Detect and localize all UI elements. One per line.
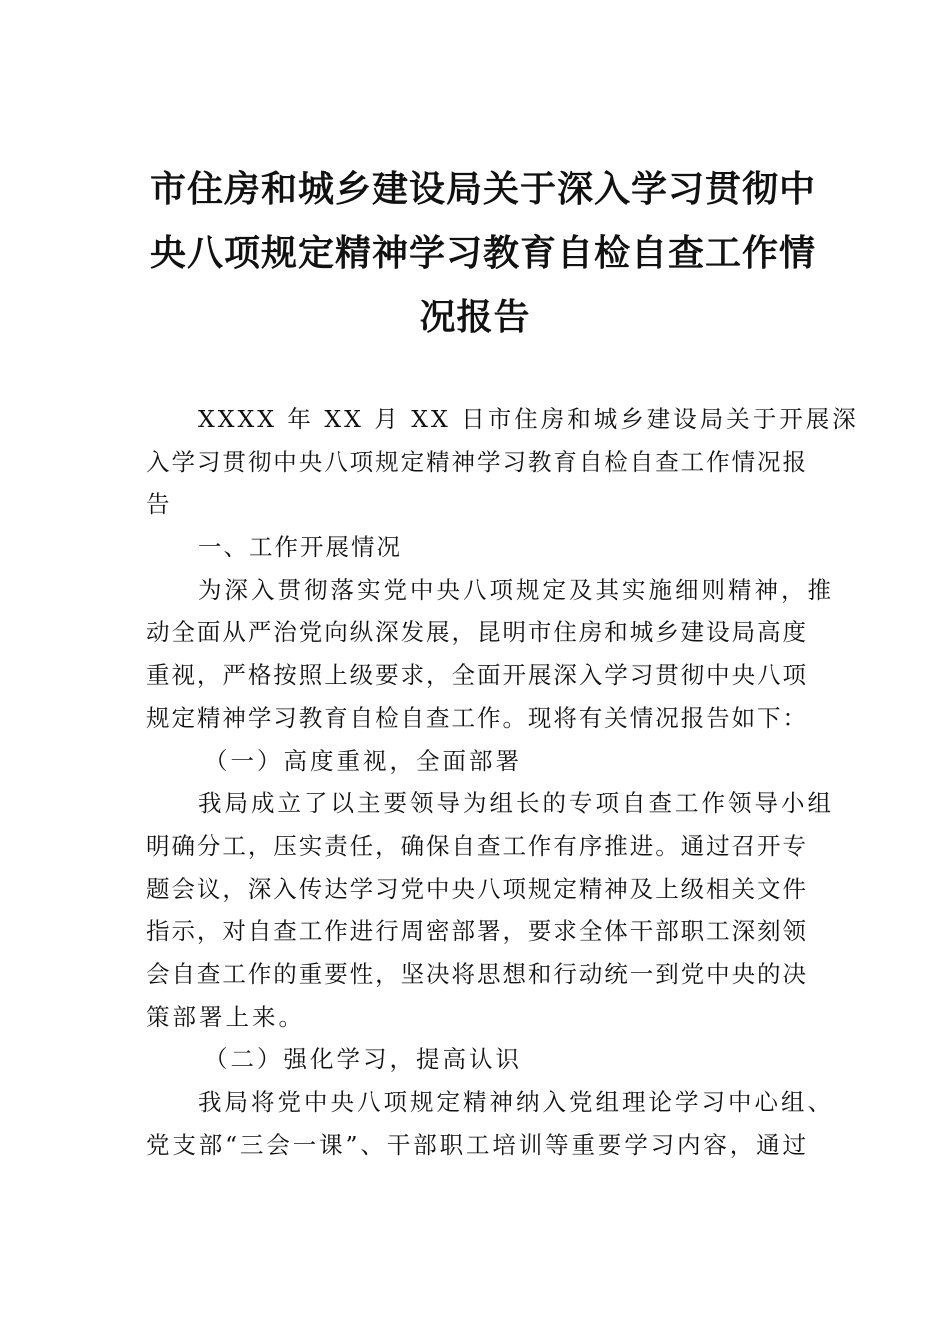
section-heading: 一、工作开展情况	[198, 533, 402, 562]
subsection-heading: （一）高度重视，全面部署	[204, 746, 522, 775]
subsection-heading: （二）强化学习，提高认识	[204, 1045, 522, 1074]
paragraph-line: 为深入贯彻落实党中央八项规定及其实施细则精神，推	[198, 575, 834, 604]
paragraph-line: 会自查工作的重要性，坚决将思想和行动统一到党中央的决	[146, 959, 806, 988]
paragraph-line: 我局成立了以主要领导为组长的专项自查工作领导小组	[198, 789, 834, 818]
title-line: 况报告	[419, 297, 531, 338]
document-body	[146, 398, 859, 1166]
title-line: 市住房和城乡建设局关于深入学习贯彻中	[150, 169, 817, 210]
paragraph-line: 规定精神学习教育自检自查工作。现将有关情况报告如下：	[146, 703, 806, 732]
paragraph-line: 明确分工，压实责任，确保自查工作有序推进。通过召开专	[146, 831, 806, 860]
paragraph-line: 指示，对自查工作进行周密部署，要求全体干部职工深刻领	[146, 917, 806, 946]
title-line: 央八项规定精神学习教育自检自查工作情	[150, 233, 817, 274]
intro-line: 入学习贯彻中央八项规定精神学习教育自检自查工作情况报	[146, 447, 806, 476]
paragraph-line: 我局将党中央八项规定精神纳入党组理论学习中心组、	[198, 1088, 834, 1116]
paragraph-line: 题会议，深入传达学习党中央八项规定精神及上级相关文件	[146, 874, 806, 903]
document-title	[150, 158, 817, 350]
intro-line: XXXX 年 XX 月 XX 日市住房和城乡建设局关于开展深	[198, 405, 859, 433]
paragraph-line: 策部署上来。	[146, 1002, 305, 1031]
paragraph-line: 重视，严格按照上级要求，全面开展深入学习贯彻中央八项	[146, 661, 806, 690]
paragraph-line: 动全面从严治党向纵深发展，昆明市住房和城乡建设局高度	[146, 618, 806, 647]
intro-line: 告	[146, 490, 173, 519]
paragraph-line: 党支部“三会一课”、干部职工培训等重要学习内容，通过	[146, 1130, 806, 1159]
